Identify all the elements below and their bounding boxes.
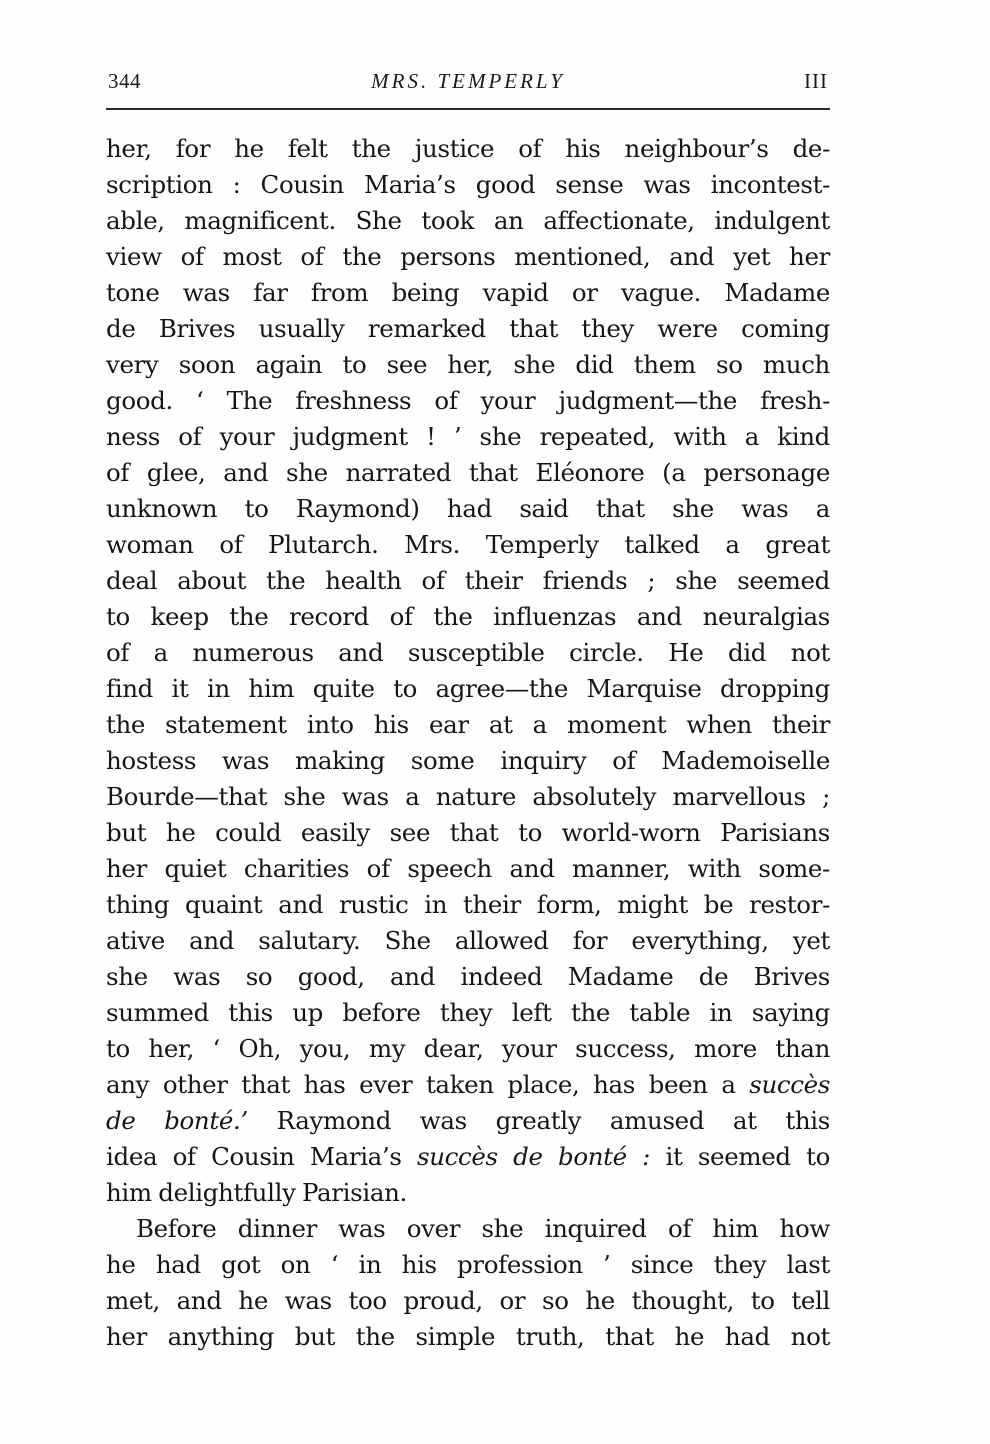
text-segment: it seemed to (650, 1142, 830, 1171)
page-number: 344 (108, 69, 141, 93)
text-segment: thing quaint and rustic in their form, might be restor- (106, 890, 830, 919)
text-segment: able, magnificent. She took an affectionate, indulgent (106, 206, 830, 235)
text-line (106, 275, 830, 311)
text-line (106, 239, 830, 275)
text-line (106, 707, 830, 743)
text-segment: to her, ‘ Oh, you, my dear, your success, more than (106, 1034, 830, 1063)
text-line (106, 743, 830, 779)
text-segment: but he could easily see that to world-worn Parisians (106, 818, 830, 847)
text-line (106, 671, 830, 707)
text-line (106, 1175, 830, 1211)
text-line (106, 1211, 830, 1247)
text-line (106, 851, 830, 887)
text-line (106, 455, 830, 491)
text-line (106, 995, 830, 1031)
text-line (106, 419, 830, 455)
text-line (106, 383, 830, 419)
text-segment: to keep the record of the influenzas and neuralgias (106, 602, 830, 631)
text-segment: de Brives usually remarked that they were coming (106, 314, 830, 343)
text-line (106, 1283, 830, 1319)
text-line (106, 347, 830, 383)
text-line (106, 1319, 830, 1355)
text-line (106, 959, 830, 995)
running-head (108, 66, 828, 96)
text-segment: the statement into his ear at a moment when their (106, 710, 830, 739)
body-text (106, 131, 830, 1355)
text-line (106, 563, 830, 599)
text-segment: find it in him quite to agree—the Marquise dropping (106, 674, 830, 703)
text-line (106, 1139, 830, 1175)
text-line (106, 599, 830, 635)
italic-text: succès (749, 1070, 830, 1099)
running-title: MRS. TEMPERLY (371, 69, 565, 93)
text-line (106, 131, 830, 167)
text-line (106, 635, 830, 671)
text-segment: unknown to Raymond) had said that she was a (106, 494, 830, 523)
text-segment: any other that has ever taken place, has been a (106, 1070, 750, 1099)
text-segment: ness of your judgment ! ’ she repeated, with a kind (106, 422, 830, 451)
text-line (106, 1067, 830, 1103)
text-segment: ative and salutary. She allowed for everything, yet (106, 926, 830, 955)
text-line (106, 887, 830, 923)
text-segment: view of most of the persons mentioned, and yet her (106, 242, 830, 271)
chapter-number: III (804, 69, 828, 93)
text-segment: met, and he was too proud, or so he thought, to tell (106, 1286, 830, 1315)
text-line (106, 1031, 830, 1067)
text-segment: Raymond was greatly amused at this (247, 1106, 830, 1135)
italic-text: succès de bonté : (416, 1142, 651, 1171)
text-segment: Bourde—that she was a nature absolutely marvellous ; (106, 782, 830, 811)
text-segment: good. ‘ The freshness of your judgment—the fresh- (106, 386, 830, 415)
text-line (106, 779, 830, 815)
text-segment: very soon again to see her, she did them so much (106, 350, 830, 379)
text-line (106, 311, 830, 347)
text-segment: tone was far from being vapid or vague. Madame (106, 278, 830, 307)
text-segment: deal about the health of their friends ; she seemed (106, 566, 830, 595)
text-segment: hostess was making some inquiry of Mademoiselle (106, 746, 830, 775)
text-segment: her, for he felt the justice of his neighbour’s de- (106, 134, 830, 163)
text-segment: of a numerous and susceptible circle. He did not (106, 638, 830, 667)
text-line (106, 167, 830, 203)
italic-text: de bonté.’ (106, 1106, 248, 1135)
text-line (106, 491, 830, 527)
header-rule (106, 108, 830, 110)
text-segment: scription : Cousin Maria’s good sense was incontest- (106, 170, 830, 199)
text-line (106, 527, 830, 563)
text-line (106, 815, 830, 851)
text-segment: him delightfully Parisian. (106, 1178, 407, 1207)
text-segment: summed this up before they left the table in saying (106, 998, 830, 1027)
text-segment: she was so good, and indeed Madame de Brives (106, 962, 830, 991)
text-segment: woman of Plutarch. Mrs. Temperly talked a great (106, 530, 830, 559)
text-line (106, 1103, 830, 1139)
text-segment: her quiet charities of speech and manner, with some- (106, 854, 830, 883)
text-line (106, 923, 830, 959)
text-line (106, 203, 830, 239)
text-segment: he had got on ‘ in his profession ’ since they last (106, 1250, 830, 1279)
text-line (106, 1247, 830, 1283)
text-segment: of glee, and she narrated that Eléonore (a personage (106, 458, 830, 487)
text-segment: Before dinner was over she inquired of him how (136, 1214, 830, 1243)
text-segment: her anything but the simple truth, that he had not (106, 1322, 830, 1351)
text-segment: idea of Cousin Maria’s (106, 1142, 417, 1171)
